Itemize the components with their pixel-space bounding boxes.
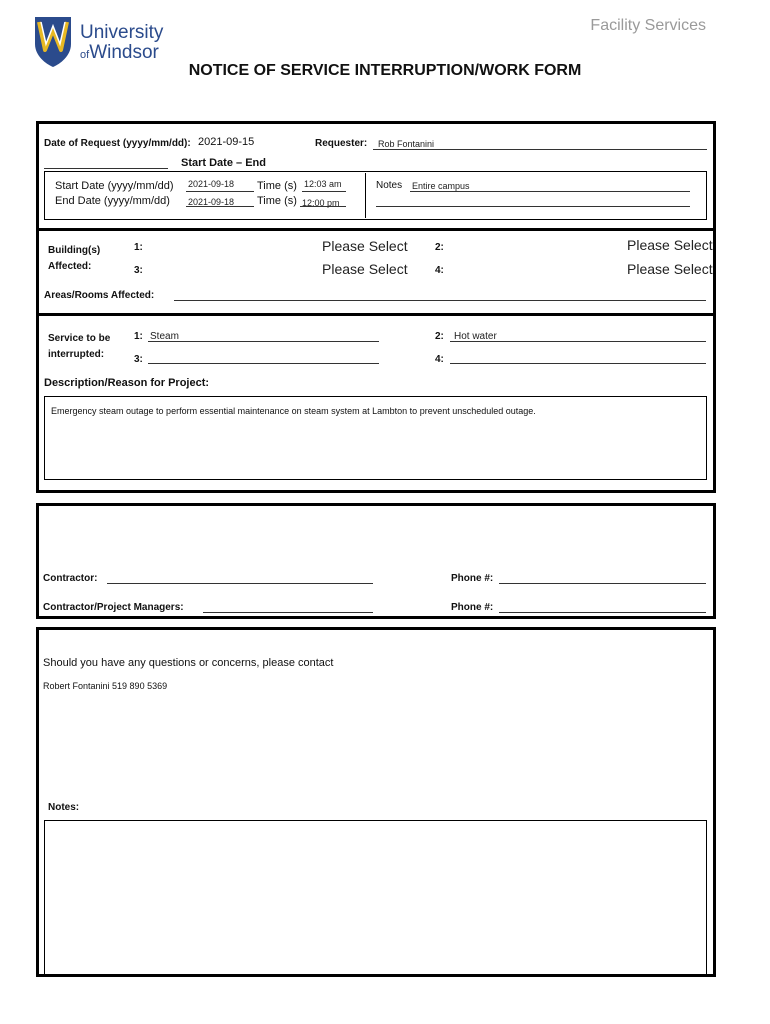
manager-phone-label: Phone #:	[451, 602, 494, 613]
requester-label: Requester:	[315, 138, 368, 149]
section-divider-2	[38, 313, 714, 316]
logo-wordmark-of: of	[80, 49, 90, 61]
end-date-label: End Date (yyyy/mm/dd)	[55, 195, 170, 207]
end-time-label: Time (s)	[257, 195, 297, 207]
service-label-line1: Service to be	[48, 333, 111, 344]
blank-line	[44, 168, 168, 169]
building-2-select[interactable]: Please Select	[627, 237, 713, 253]
date-of-request-value[interactable]: 2021-09-15	[198, 136, 255, 148]
contact-notes-box[interactable]	[44, 820, 707, 976]
contractor-phone-line	[499, 583, 706, 584]
areas-line	[174, 300, 706, 301]
building-2-num: 2:	[435, 242, 444, 253]
service-2-value[interactable]: Hot water	[454, 331, 497, 342]
requester-value[interactable]: Rob Fontanini	[378, 139, 435, 149]
service-4-num: 4:	[435, 354, 444, 365]
contact-value[interactable]: Robert Fontanini 519 890 5369	[43, 681, 168, 691]
shield-logo-icon	[32, 14, 74, 68]
start-time-label: Time (s)	[257, 180, 297, 192]
service-1-num: 1:	[134, 331, 143, 342]
service-4-line	[450, 363, 706, 364]
notes-line-2	[376, 206, 690, 207]
form-title: NOTICE OF SERVICE INTERRUPTION/WORK FORM	[188, 62, 582, 79]
date-of-request-label: Date of Request (yyyy/mm/dd):	[44, 138, 191, 149]
service-3-num: 3:	[134, 354, 143, 365]
buildings-label-line1: Building(s)	[48, 245, 101, 256]
description-label: Description/Reason for Project:	[44, 377, 210, 389]
service-label-line2: interrupted:	[48, 349, 105, 360]
logo-wordmark-line2: Windsor	[89, 42, 159, 63]
requester-line	[373, 149, 707, 150]
start-end-heading: Start Date – End	[181, 157, 266, 169]
contractor-label: Contractor:	[43, 573, 98, 584]
notes-label: Notes	[376, 180, 403, 191]
service-1-value[interactable]: Steam	[150, 331, 179, 342]
description-value[interactable]: Emergency steam outage to perform essential maintenance on steam system at Lambton to prevent unscheduled outage.	[51, 406, 536, 416]
building-1-num: 1:	[134, 242, 143, 253]
building-3-select[interactable]: Please Select	[322, 261, 408, 277]
buildings-label	[48, 243, 100, 275]
building-4-num: 4:	[435, 265, 444, 276]
contractor-phone-label: Phone #:	[451, 573, 494, 584]
end-time-value[interactable]: 12:00 pm	[302, 198, 340, 208]
contact-notes-label: Notes:	[48, 802, 80, 813]
areas-label: Areas/Rooms Affected:	[44, 290, 155, 301]
manager-line	[203, 612, 373, 613]
start-time-line	[302, 191, 346, 192]
building-1-select[interactable]: Please Select	[322, 238, 408, 254]
service-1-line	[148, 341, 379, 342]
section-divider-1	[38, 228, 714, 231]
notes-value[interactable]: Entire campus	[412, 181, 470, 191]
manager-label: Contractor/Project Managers:	[43, 602, 184, 613]
start-date-value[interactable]: 2021-09-18	[188, 179, 235, 189]
start-date-label: Start Date (yyyy/mm/dd)	[55, 180, 174, 192]
building-3-num: 3:	[134, 265, 143, 276]
contractor-line	[107, 583, 373, 584]
service-3-line	[148, 363, 379, 364]
service-2-num: 2:	[435, 331, 444, 342]
buildings-label-line2: Affected:	[48, 261, 92, 272]
manager-phone-line	[499, 612, 706, 613]
department-name: Facility Services	[590, 17, 706, 34]
notes-inner-box	[365, 173, 705, 218]
notes-line-1	[410, 191, 690, 192]
end-date-value[interactable]: 2021-09-18	[188, 197, 235, 207]
building-4-select[interactable]: Please Select	[627, 261, 713, 277]
service-label	[48, 331, 110, 363]
logo-wordmark-line1: University	[80, 22, 164, 43]
contact-question: Should you have any questions or concerns, please contact	[43, 657, 334, 669]
start-time-value[interactable]: 12:03 am	[304, 179, 342, 189]
start-date-line	[186, 191, 254, 192]
